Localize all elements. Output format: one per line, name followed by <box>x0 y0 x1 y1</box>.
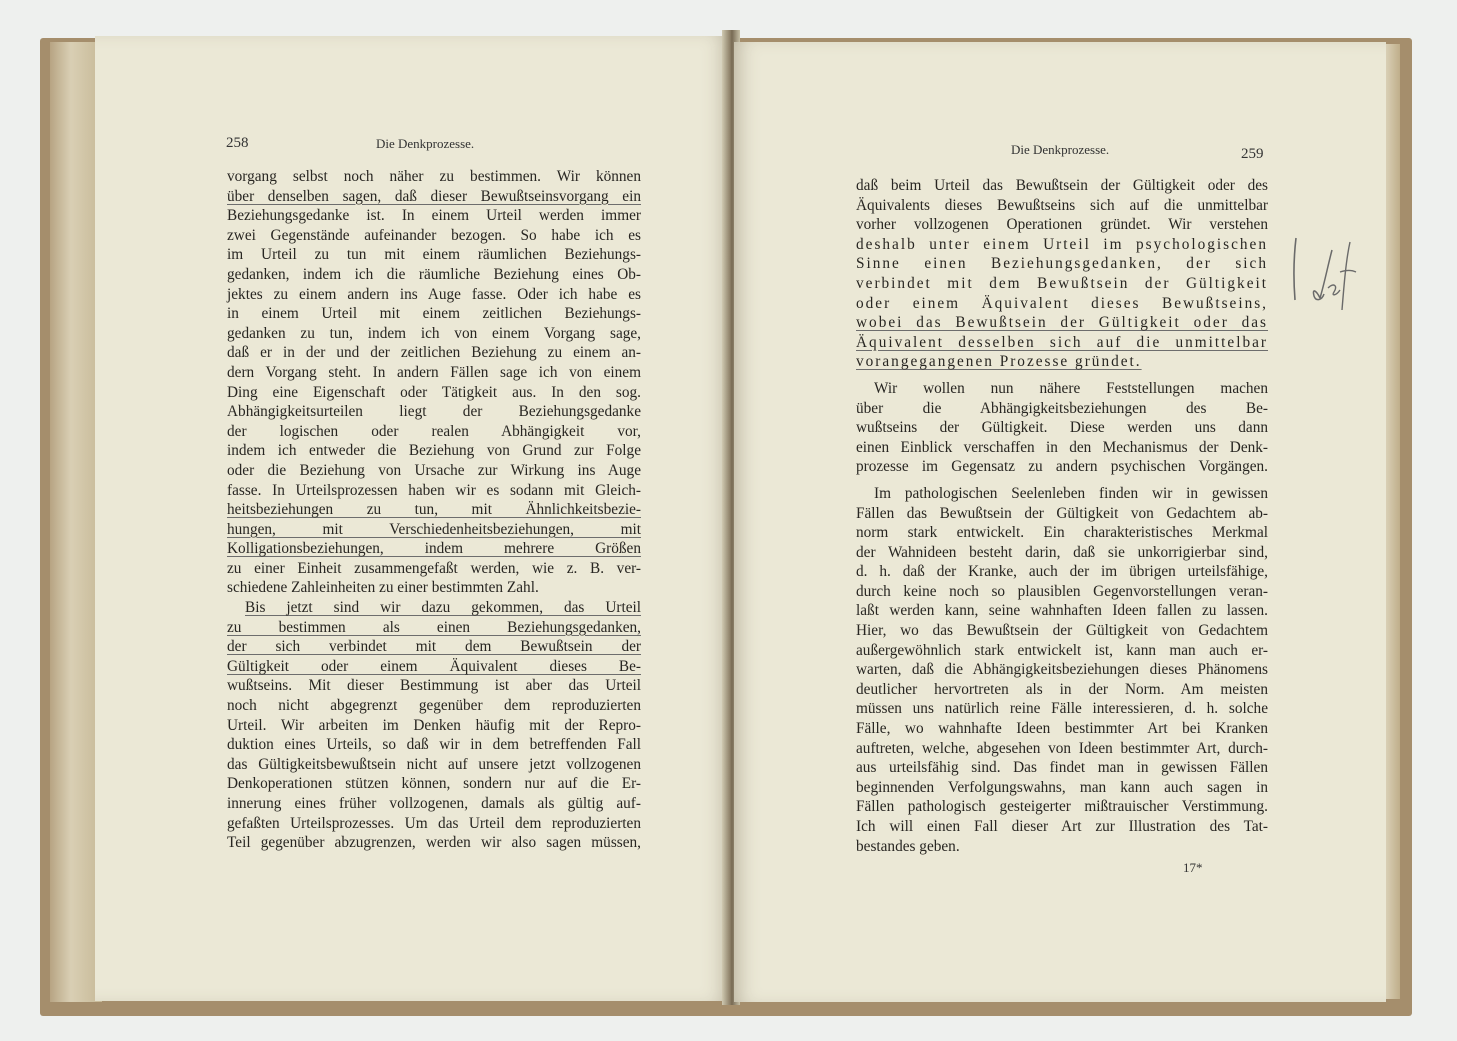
text-line: Äquivalent desselben sich auf die unmittelbar <box>856 333 1268 351</box>
text-line: wußtseins der Gültigkeit. Diese werden uns dann <box>856 419 1268 437</box>
text-line: bestandes geben. <box>856 837 960 855</box>
text-line: aus urteilsfähig sind. Das findet man in gewissen Fällen <box>856 759 1268 777</box>
text-line: vorangegangenen Prozesse gründet. <box>856 353 1142 371</box>
text-line: durch keine noch so plausiblen Gegenvorstellungen veran- <box>856 582 1268 600</box>
text-line: daß er in der und der zeitlichen Beziehung zu einem an- <box>227 344 641 362</box>
text-line: Denkoperationen stützen können, sondern nur auf die Er- <box>227 775 641 793</box>
signature-mark: 17* <box>1183 860 1203 875</box>
right-page-edges <box>1384 44 1400 999</box>
text-line: Beziehungsgedanke ist. In einem Urteil werden immer <box>227 207 641 225</box>
text-line: Gültigkeit oder einem Äquivalent dieses Be- <box>227 657 641 675</box>
text-line: Ding eine Eigenschaft oder Tätigkeit aus. In den sog. <box>227 383 641 401</box>
text-line: Ich will einen Fall dieser Art zur Illustration des Tat- <box>856 818 1268 835</box>
text-line: innerung eines früher vollzogenen, damals als gültig auf- <box>227 795 641 812</box>
text-line: in einem Urteil mit einem zeitlichen Beziehungs- <box>227 305 641 323</box>
text-line: auftreten, welche, abgesehen von Ideen bestimmter Art, durch- <box>856 739 1268 757</box>
text-line: müssen uns natürlich reine Fälle interessieren, d. h. solche <box>856 700 1268 718</box>
text-line: Hier, wo das Bewußtsein der Gültigkeit von Gedachtem <box>856 622 1268 640</box>
text-line: deutlicher hervortreten als in der Norm. Am meisten <box>856 680 1268 698</box>
left-running-head: Die Denkprozesse. <box>376 136 475 151</box>
right-page-text <box>856 176 1268 856</box>
text-line: im Urteil zu tun mit einem räumlichen Beziehungs- <box>227 246 641 264</box>
margin-annotation <box>1290 230 1370 325</box>
text-line: heitsbeziehungen zu tun, mit Ähnlichkeitsbezie- <box>227 501 641 519</box>
text-line: gefaßten Urteilsprozesses. Um das Urteil dem reproduzierten <box>227 814 641 832</box>
text-line: verbindet mit dem Bewußtsein der Gültigkeit <box>856 274 1268 292</box>
text-line: dern Vorgang steht. In andern Fällen sage ich von einem <box>227 363 641 381</box>
text-line: zu bestimmen als einen Beziehungsgedanken, <box>227 618 641 636</box>
text-line: Urteil. Wir arbeiten im Denken häufig mit der Repro- <box>227 716 641 734</box>
text-line: der sich verbindet mit dem Bewußtsein der <box>227 638 641 656</box>
text-line: warten, daß die Abhängigkeitsbeziehungen dieses Phänomens <box>856 661 1268 679</box>
text-line: Wir wollen nun nähere Feststellungen machen <box>874 379 1268 397</box>
right-page-number: 259 <box>1241 146 1264 162</box>
text-line: der logischen oder realen Abhängigkeit vor, <box>227 422 641 440</box>
text-line: Fällen das Bewußtsein der Gültigkeit von Gedachtem ab- <box>856 504 1268 522</box>
text-line: d. h. daß der Kranke, auch der im übrigen urteilsfähige, <box>856 563 1268 581</box>
text-line: Fällen pathologisch gesteigerter mißtrauischer Verstimmung. <box>856 798 1268 816</box>
text-line: deshalb unter einem Urteil im psychologischen <box>856 235 1268 253</box>
text-line: Fälle, wo wahnhafte Ideen bestimmter Art bei Kranken <box>856 720 1268 738</box>
text-line: zwei Gegenstände aufeinander bezogen. So habe ich es <box>227 226 641 244</box>
text-line: über denselben sagen, daß dieser Bewußtseinsvorgang ein <box>227 187 641 205</box>
left-page-number: 258 <box>226 135 249 151</box>
text-line: fasse. In Urteilsprozessen haben wir es sodann mit Gleich- <box>227 481 641 499</box>
text-line: oder die Beziehung von Ursache zur Wirkung ins Auge <box>227 461 641 479</box>
text-line: gedanken zu tun, indem ich von einem Vorgang sage, <box>227 324 641 342</box>
text-line: jektes zu einem andern ins Auge fasse. Oder ich habe es <box>227 285 641 303</box>
text-line: hungen, mit Verschiedenheitsbeziehungen, mit <box>227 520 641 538</box>
text-line: Bis jetzt sind wir dazu gekommen, das Urteil <box>245 599 641 617</box>
text-line: duktion eines Urteils, so daß wir in dem betreffenden Fall <box>227 736 641 754</box>
text-line: laßt werden kann, seine wahnhaften Ideen fallen zu lassen. <box>856 602 1268 620</box>
text-line: Äquivalents dieses Bewußtseins sich auf die unmittelbar <box>856 196 1268 214</box>
text-line: prozesse im Gegensatz zu andern psychischen Vorgängen. <box>856 458 1268 476</box>
text-line: Teil gegenüber abzugrenzen, werden wir also sagen müssen, <box>227 834 641 852</box>
text-line: Kolligationsbeziehungen, indem mehrere Größen <box>227 540 641 558</box>
text-line: vorher vollzogenen Operationen gründet. Wir verstehen <box>856 216 1268 234</box>
right-running-head: Die Denkprozesse. <box>1011 142 1110 157</box>
text-line: vorgang selbst noch näher zu bestimmen. Wir können <box>227 168 641 185</box>
text-line: außergewöhnlich stark entwickelt ist, kann man auch er- <box>856 641 1268 659</box>
text-line: wußtseins. Mit dieser Bestimmung ist aber das Urteil <box>227 677 641 695</box>
text-line: beginnenden Verfolgungswahns, man kann auch sagen in <box>856 778 1268 796</box>
text-line: indem ich entweder die Beziehung von Grund zur Folge <box>227 442 641 460</box>
text-line: wobei das Bewußtsein der Gültigkeit oder das <box>856 314 1268 332</box>
text-line: zu einer Einheit zusammengefaßt werden, wie z. B. ver- <box>227 559 641 577</box>
text-line: norm stark entwickelt. Ein charakteristisches Merkmal <box>856 524 1268 542</box>
text-line: gedanken, indem ich die räumliche Beziehung eines Ob- <box>227 265 641 283</box>
text-line: Sinne einen Beziehungsgedanken, der sich <box>856 255 1268 273</box>
text-line: Im pathologischen Seelenleben finden wir in gewissen <box>874 484 1268 502</box>
text-line: schiedene Zahleinheiten zu einer bestimmten Zahl. <box>227 579 539 597</box>
text-line: über die Abhängigkeitsbeziehungen des Be- <box>856 399 1268 417</box>
text-line: der Wahnideen besteht darin, daß sie unkorrigierbar sind, <box>856 543 1268 561</box>
left-page-text <box>227 167 641 853</box>
handwritten-def-mark <box>1290 230 1370 325</box>
text-line: daß beim Urteil das Bewußtsein der Gültigkeit oder des <box>856 177 1268 194</box>
text-line: Abhängigkeitsurteilen liegt der Beziehungsgedanke <box>227 403 641 421</box>
text-line: oder einem Äquivalent dieses Bewußtseins, <box>856 294 1268 312</box>
text-line: einen Einblick verschaffen in den Mechanismus der Denk- <box>856 438 1268 456</box>
text-line: noch nicht abgegrenzt gegenüber dem reproduzierten <box>227 697 641 715</box>
text-line: das Gültigkeitsbewußtsein nicht auf unsere jetzt vollzogenen <box>227 755 641 773</box>
